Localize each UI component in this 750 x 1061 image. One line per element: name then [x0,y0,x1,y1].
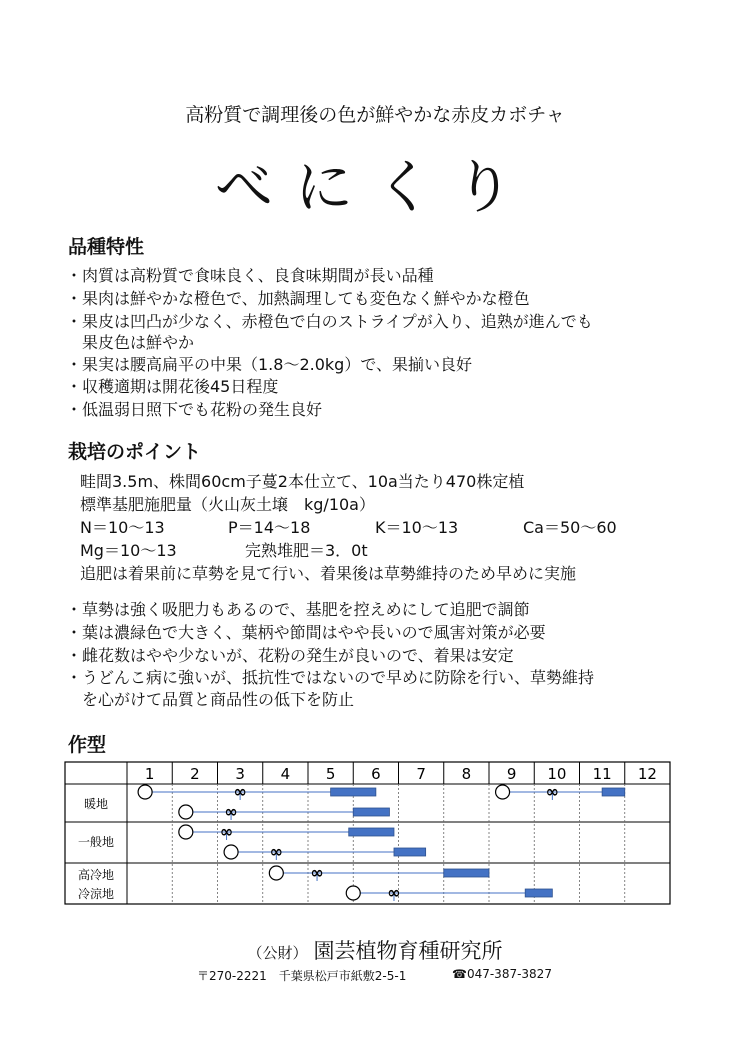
month-label: 4 [280,765,291,783]
subtitle: 高粉質で調理後の色が鮮やかな赤皮カボチャ [185,104,565,126]
sowing-mark [179,825,193,839]
topdressing-note: 追肥は着果前に草勢を見て行い、着果後は草勢維持のため早めに実施 [80,564,577,583]
month-label: 11 [592,765,612,783]
transplant-mark: ∞ [233,782,247,801]
month-label: 6 [371,765,381,783]
month-label: 9 [506,765,517,783]
planting-spacing: 畦間3.5m、株間60cm子蔓2本仕立て、10a当たり470株定植 [80,472,525,491]
region-label: 冷涼地 [77,887,115,901]
cultivation-point: を心がけて品質と商品性の低下を防止 [66,690,355,709]
cultivation-heading: 栽培のポイント [68,441,202,463]
sowing-mark [496,785,510,799]
harvest-bar [444,869,489,877]
sowing-mark [269,866,283,880]
characteristic-line: ・果皮は凹凸が少なく、赤橙色で白のストライプが入り、追熟が進んでも [66,312,593,331]
fertilizer-mg: Mg＝10～13 [80,541,177,560]
month-label: 8 [461,765,472,783]
month-label: 3 [235,765,245,783]
organization-prefix: （公財） [247,944,308,962]
sowing-mark [179,805,193,819]
characteristic-line: ・低温弱日照下でも花粉の発生良好 [66,400,323,419]
characteristic-line: 果皮色は鮮やか [66,333,195,352]
fertilizer-n: N＝10～13 [80,518,165,537]
sowing-mark [224,845,238,859]
sowing-mark [138,785,152,799]
harvest-bar [525,889,552,897]
harvest-bar [349,828,394,836]
harvest-bar [331,788,376,796]
month-label: 2 [190,765,200,783]
fertilizer-p: P＝14～18 [228,518,311,537]
cultivation-point: ・雌花数はやや少ないが、花粉の発生が良いので、着果は安定 [66,646,514,665]
address: 〒270-2221 千葉県松戸市紙敷2-5-1 [197,969,407,983]
fertilizer-title: 標準基肥施肥量（火山灰土壌 kg/10a） [80,495,375,514]
fertilizer-compost: 完熟堆肥＝3．0t [245,541,368,560]
sowing-mark [346,886,360,900]
organization-name: 園芸植物育種研究所 [313,939,503,963]
month-label: 7 [416,765,426,783]
region-label: 一般地 [77,835,115,849]
month-label: 5 [325,765,336,783]
characteristics-heading: 品種特性 [68,236,145,258]
cultivation-point: ・草勢は強く吸肥力もあるので、基肥を控えめにして追肥で調節 [66,600,530,619]
characteristic-line: ・収穫適期は開花後45日程度 [66,377,279,396]
transplant-mark: ∞ [269,842,283,861]
harvest-bar [602,788,625,796]
region-label: 暖地 [83,797,109,811]
fertilizer-ca: Ca＝50～60 [523,518,617,537]
month-label: 12 [637,765,657,783]
transplant-mark: ∞ [387,883,401,902]
region-label: 高冷地 [77,868,115,882]
harvest-bar [394,848,426,856]
transplant-mark: ∞ [219,822,234,841]
characteristic-line: ・肉質は高粉質で食味良く、良食味期間が長い品種 [66,266,434,285]
transplant-mark: ∞ [224,802,238,821]
month-label: 10 [547,765,567,783]
cultivation-point: ・葉は濃緑色で大きく、葉柄や節間はやや長いので風害対策が必要 [66,623,546,642]
cultivation-point: ・うどんこ病に強いが、抵抗性ではないので早めに防除を行い、草勢維持 [66,668,595,687]
transplant-mark: ∞ [310,863,324,882]
organization [0,935,750,965]
harvest-bar [353,808,389,816]
month-label: 1 [144,765,155,783]
characteristic-line: ・果肉は鮮やかな橙色で、加熱調理しても変色なく鮮やかな橙色 [66,289,530,308]
transplant-mark: ∞ [545,782,560,801]
schedule-heading: 作型 [68,734,107,756]
variety-title: べにくり [214,153,535,221]
phone-number: ☎047-387-3827 [452,967,552,981]
characteristic-line: ・果実は腰高扁平の中果（1.8～2.0kg）で、果揃い良好 [66,355,472,374]
fertilizer-k: K＝10～13 [375,518,459,537]
